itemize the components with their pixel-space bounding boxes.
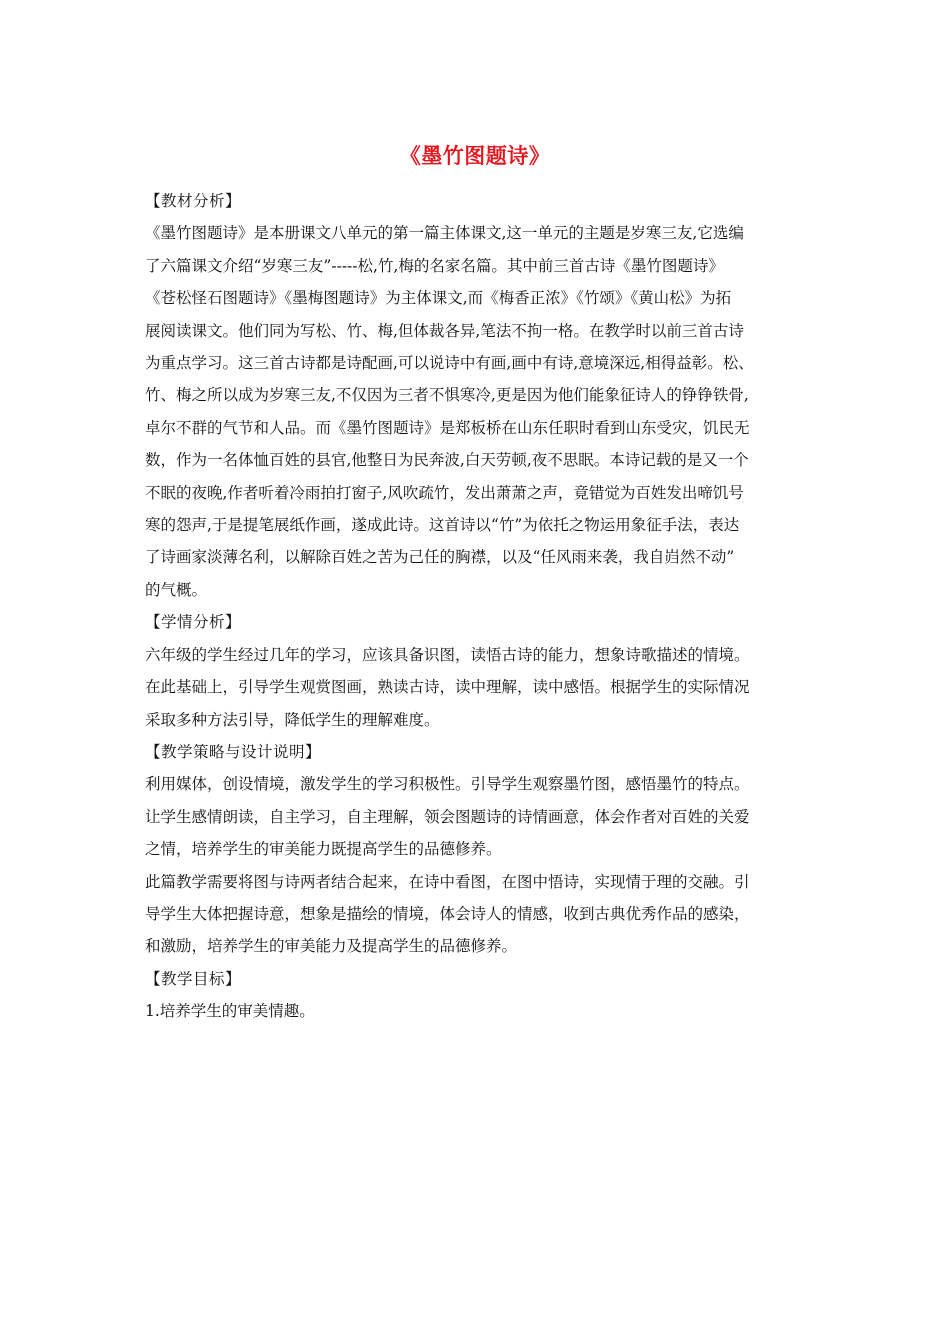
paragraph-line: 不眠的夜晚,作者听着冷雨拍打窗子,风吹疏竹，发出萧萧之声，竟错觉为百姓发出啼饥号: [145, 483, 744, 502]
paragraph-line: 1.培养学生的审美情趣。: [145, 1002, 315, 1021]
paragraph-line: 数，作为一名体恤百姓的县官,他整日为民奔波,白天劳顿,夜不思眠。本诗记载的是又一个: [145, 451, 749, 470]
paragraph-line: 为重点学习。这三首古诗都是诗配画,可以说诗中有画,画中有诗,意境深远,相得益彰。松、: [145, 354, 754, 373]
heading-strategy: 【教学策略与设计说明】: [145, 742, 322, 761]
paragraph-line: 采取多种方法引导，降低学生的理解难度。: [145, 710, 440, 729]
paragraph-line: 了诗画家淡薄名利，以解除百姓之苦为己任的胸襟，以及“任风雨来袭，我自岿然不动”: [145, 548, 735, 567]
paragraph-line: 《墨竹图题诗》是本册课文八单元的第一篇主体课文,这一单元的主题是岁寒三友,它选编: [145, 224, 744, 243]
paragraph-line: 之情，培养学生的审美能力既提高学生的品德修养。: [145, 840, 502, 859]
paragraph-line: 让学生感情朗读，自主学习，自主理解，领会图题诗的诗情画意，体会作者对百姓的关爱: [145, 807, 750, 826]
paragraph-line: 的气概。: [145, 580, 208, 599]
paragraph-line: 导学生大体把握诗意，想象是描绘的情境，体会诗人的情感，收到古典优秀作品的感染，: [145, 904, 750, 923]
document-body: [145, 185, 810, 1028]
heading-goals: 【教学目标】: [145, 969, 242, 988]
paragraph-line: 《苍松怪石图题诗》《墨梅图题诗》为主体课文,而《梅香正浓》《竹颂》《黄山松》为拓: [145, 289, 732, 308]
paragraph-line: 展阅读课文。他们同为写松、竹、梅,但体裁各异,笔法不拘一格。在教学时以前三首古诗: [145, 321, 744, 340]
paragraph-line: 寒的怨声,于是提笔展纸作画，遂成此诗。这首诗以“竹”为依托之物运用象征手法，表达: [145, 516, 740, 535]
heading-analysis: 【教材分析】: [145, 192, 242, 210]
paragraph-line: 了六篇课文介绍“岁寒三友”-----松,竹,梅的名家名篇。其中前三首古诗《墨竹图题诗》: [145, 256, 724, 275]
paragraph-line: 卓尔不群的气节和人品。而《墨竹图题诗》是郑板桥在山东任职时看到山东受灾，饥民无: [145, 418, 750, 437]
heading-students: 【学情分析】: [145, 613, 242, 632]
paragraph-line: 利用媒体，创设情境，激发学生的学习积极性。引导学生观察墨竹图，感悟墨竹的特点。: [145, 775, 750, 794]
paragraph-line: 和激励，培养学生的审美能力及提高学生的品德修养。: [145, 937, 518, 956]
paragraph-line: 在此基础上，引导学生观赏图画，熟读古诗，读中理解，读中感悟。根据学生的实际情况: [145, 678, 750, 697]
paragraph-line: 六年级的学生经过几年的学习，应该具备识图，读悟古诗的能力，想象诗歌描述的情境。: [145, 645, 750, 664]
paragraph-line: 此篇教学需要将图与诗两者结合起来，在诗中看图，在图中悟诗，实现情于理的交融。引: [145, 872, 750, 891]
document-title: 《墨竹图题诗》: [399, 143, 551, 168]
paragraph-line: 竹、梅之所以成为岁寒三友,不仅因为三者不惧寒冷,更是因为他们能象征诗人的铮铮铁骨,: [145, 386, 749, 405]
